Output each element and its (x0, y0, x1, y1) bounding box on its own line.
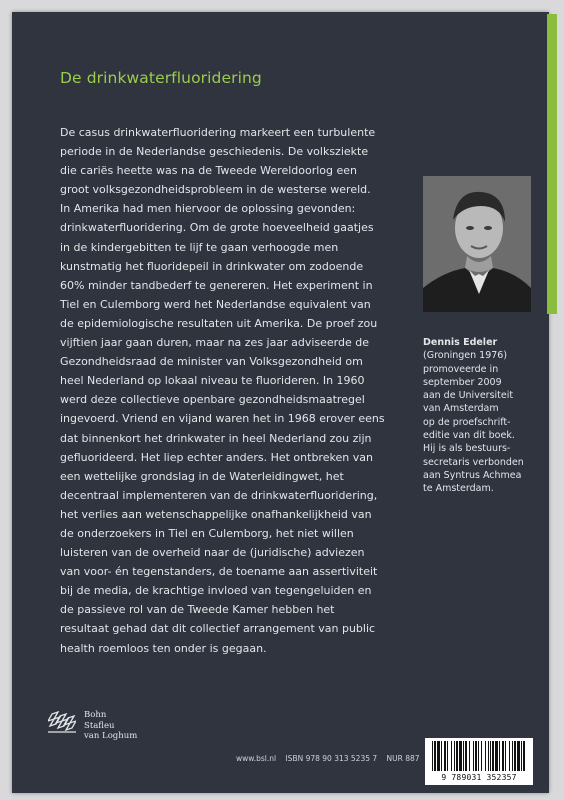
bsl-logo-icon (48, 710, 76, 734)
publisher-url[interactable]: www.bsl.nl (236, 754, 277, 763)
nur-text: NUR 887 (386, 754, 420, 763)
blurb-text: De casus drinkwaterfluoridering markeert een turbulente periode in de Nederlandse geschiedenis. De volksziekte die cariës heette was na de Tweede Wereldoorlog een groot volksgezondheidsprobleem in de westerse wereld. In Amerika had men hiervoor de oplossing gevonden: drinkwaterfluoridering. Om de grote hoeveelheid gaatjes in de kindergebitten te lijf te gaan verhoogde men kunstmatig het fluoridepeil in drinkwater om zodoende 60% minder tandbederf te genereren. Het experiment in Tiel en Culemborg werd het Nederlandse equivalent van de epidemiologische resultaten uit Amerika. De proef zou vijftien jaar gaan duren, maar na zes jaar adviseerde de Gezondheidsraad de minister van Volksgezondheid om heel Nederland op lokaal niveau te fluorideren. In 1960 werd deze collectieve openbare gezondheidsmaatregel ingevoerd. Vriend en vijand waren het in 1968 erover eens dat binnenkort het drinkwater in heel Nederland zou zijn gefluorideerd. Het liep echter anders. Het ontbreken van een wettelijke grondslag in de Waterleidingwet, het decentraal implementeren van de drinkwaterfluoridering, het verlies aan wetenschappelijke onafhankelijkheid van de onderzoekers in Tiel en Culemborg, het niet willen luisteren van de overheid naar de (juridische) adviezen van voor- én tegenstanders, de toename aan assertiviteit bij de media, de krachtige invloed van tegengeluiden en de passieve rol van de Tweede Kamer hebben het resultaat gehad dat dit collectief arrangement van public health roemloos ten onder is gegaan. (60, 126, 385, 655)
barcode (425, 738, 533, 785)
imprint-line (236, 754, 427, 763)
green-accent-bar (547, 14, 557, 314)
barcode-icon (431, 741, 527, 771)
author-portrait-icon (423, 176, 531, 312)
barcode-digits: 9 789031 352357 (441, 773, 517, 782)
book-title: De drinkwaterfluoridering (60, 69, 262, 87)
publisher-name: Bohn Stafleu van Loghum (84, 710, 138, 741)
author-name: Dennis Edeler (423, 337, 498, 348)
publisher-block (48, 710, 168, 746)
isbn-text: ISBN 978 90 313 5235 7 (285, 754, 378, 763)
author-photo (423, 176, 531, 312)
author-bio: Dennis Edeler (Groningen 1976) promoveerde in september 2009 aan de Universiteit van Amsterdam op de proefschrift- editie van dit boek. Hij is als bestuurs- secretaris verbonden aan Syntrus Achmea te Amsterdam. (423, 336, 541, 496)
